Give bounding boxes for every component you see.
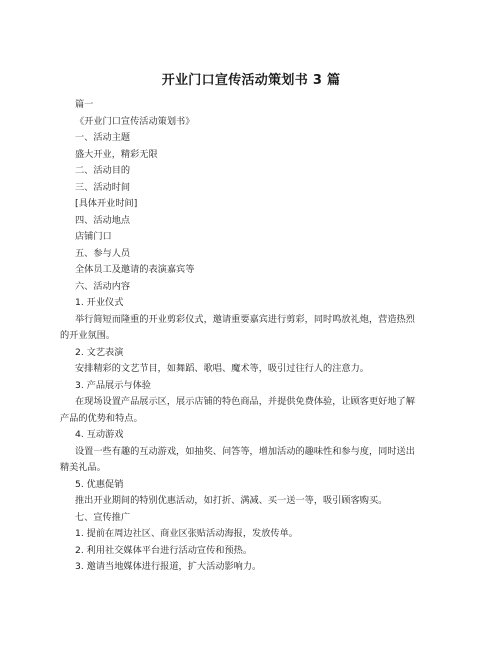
body-line: 七、宣传推广 [75, 511, 131, 523]
paragraph-line: 设置一些有趣的互动游戏，如抽奖、问答等，增加活动的趣味性和参与度，同时送出 [75, 445, 415, 457]
body-line: 5. 优惠促销 [75, 478, 124, 490]
body-line: 篇一 [75, 99, 94, 110]
body-line: 六、活动内容 [75, 280, 131, 292]
body-line: 二、活动目的 [75, 165, 131, 176]
body-line: 店铺门口 [75, 231, 112, 242]
body-line: 安排精彩的文艺节目，如舞蹈、歌唱、魔术等，吸引过往行人的注意力。 [75, 363, 369, 374]
body-line: 三、活动时间 [75, 181, 131, 193]
paragraph-line: 精美礼品。 [60, 462, 106, 473]
body-line: 四、活动地点 [75, 214, 131, 226]
body-line: 3. 产品展示与体验 [75, 379, 151, 391]
body-paragraph [60, 444, 452, 477]
body-paragraph [60, 394, 452, 427]
body-line: 一、活动主题 [75, 132, 131, 143]
body-line: 2. 利用社交媒体平台进行活动宣传和预热。 [75, 544, 253, 556]
paragraph-line: 的开业氛围。 [60, 330, 116, 341]
body-line: 五、参与人员 [75, 247, 131, 259]
body-line: 4. 互动游戏 [75, 429, 124, 440]
body-paragraph [60, 312, 452, 345]
document-title: 开业门口宣传活动策划书 3 篇 [161, 73, 341, 88]
body-line: 2. 文艺表演 [75, 346, 124, 358]
body-line: 盛大开业，精彩无限 [75, 148, 158, 160]
body-line: 3. 邀请当地媒体进行报道，扩大活动影响力。 [75, 561, 262, 572]
body-line: [具体开业时间] [75, 198, 138, 209]
document-body [60, 97, 452, 576]
body-line: 1. 开业仪式 [75, 297, 124, 308]
body-line: 《开业门口宣传活动策划书》 [75, 115, 195, 127]
body-line: 全体员工及邀请的表演嘉宾等 [75, 264, 195, 275]
paragraph-line: 举行简短而隆重的开业剪彩仪式，邀请重要嘉宾进行剪彩，同时鸣放礼炮，营造热烈 [75, 313, 415, 325]
body-line: 1. 提前在周边社区、商业区张贴活动海报，发放传单。 [75, 528, 298, 539]
paragraph-line: 产品的优势和特点。 [60, 412, 143, 424]
body-line: 推出开业期间的特别优惠活动，如打折、满减、买一送一等，吸引顾客购买。 [75, 495, 388, 506]
paragraph-line: 在现场设置产品展示区，展示店铺的特色商品，并提供免费体验，让顾客更好地了解 [75, 396, 415, 407]
